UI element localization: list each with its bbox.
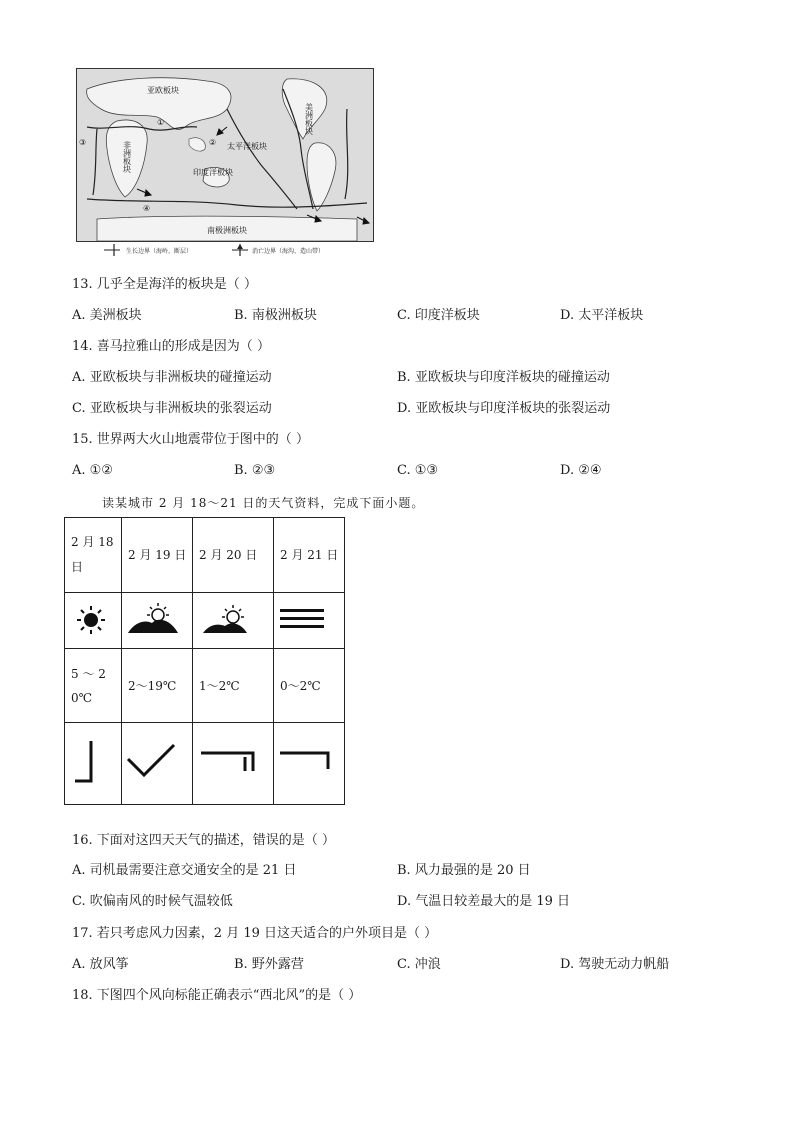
q14-option-a[interactable]: A. 亚欧板块与非洲板块的碰撞运动 [72, 370, 272, 385]
q18-stem: 18. 下图四个风向标能正确表示“西北风”的是（ ） [72, 988, 362, 1003]
weather-icon-cell [65, 593, 122, 649]
plate-map-drawing [77, 69, 373, 241]
temp-cell: 0～2℃ [274, 649, 345, 723]
q13-option-b[interactable]: B. 南极洲板块 [234, 308, 317, 323]
wind-icon-cell [65, 723, 122, 805]
label-america: 美洲板块 [304, 103, 314, 135]
temp-cell: 1～2℃ [193, 649, 274, 723]
q15-option-d[interactable]: D. ②④ [560, 463, 602, 478]
date-cell: 2 月 20 日 [193, 518, 274, 593]
q15-option-a[interactable]: A. ①② [72, 463, 113, 478]
circle-1: ① [157, 118, 165, 127]
q14-stem: 14. 喜马拉雅山的形成是因为（ ） [72, 339, 270, 354]
wind-vane-icon [122, 723, 186, 801]
temp-cell: 2～19℃ [122, 649, 193, 723]
label-antarctic: 南极洲板块 [207, 226, 247, 235]
q16-option-b[interactable]: B. 风力最强的是 20 日 [397, 863, 531, 878]
weather-intro: 读某城市 2 月 18～21 日的天气资料，完成下面小题。 [102, 496, 425, 510]
plate-map-figure [76, 68, 374, 263]
q15-option-c[interactable]: C. ①③ [397, 463, 439, 478]
q13-stem: 13. 几乎全是海洋的板块是（ ） [72, 277, 257, 292]
weather-icon-cell [193, 593, 274, 649]
plate-map [76, 68, 374, 242]
q16-option-c[interactable]: C. 吹偏南风的时候气温较低 [72, 894, 233, 909]
q17-stem: 17. 若只考虑风力因素，2 月 19 日这天适合的户外项目是（ ） [72, 926, 438, 941]
q13-option-a[interactable]: A. 美洲板块 [72, 308, 142, 323]
growth-boundary-icon [104, 244, 124, 256]
destroy-boundary-icon [230, 244, 250, 256]
date-cell: 2 月 19 日 [122, 518, 193, 593]
label-eurasia: 亚欧板块 [147, 86, 179, 95]
weather-icon-cell [274, 593, 345, 649]
sunny-cloud-icon [122, 593, 186, 645]
date-cell: 2 月 21 日 [274, 518, 345, 593]
weather-icon-cell [122, 593, 193, 649]
q16-option-a[interactable]: A. 司机最需要注意交通安全的是 21 日 [72, 863, 297, 878]
circle-2: ② [209, 138, 217, 147]
label-africa: 非洲板块 [122, 141, 132, 173]
q16-option-d[interactable]: D. 气温日较差最大的是 19 日 [397, 894, 571, 909]
q14-option-d[interactable]: D. 亚欧板块与印度洋板块的张裂运动 [397, 401, 611, 416]
q14-option-b[interactable]: B. 亚欧板块与印度洋板块的碰撞运动 [397, 370, 610, 385]
q17-option-a[interactable]: A. 放风筝 [72, 957, 129, 972]
wind-icon-cell [274, 723, 345, 805]
sunny-cloud-icon [193, 593, 267, 645]
q13-option-d[interactable]: D. 太平洋板块 [560, 308, 644, 323]
circle-4: ④ [143, 204, 151, 213]
q17-option-c[interactable]: C. 冲浪 [397, 957, 441, 972]
label-pacific: 太平洋板块 [227, 142, 267, 151]
temp-cell: 5 ～ 20℃ [65, 649, 122, 723]
wind-vane-icon [193, 723, 267, 801]
date-cell: 2 月 18 日 [65, 518, 122, 593]
q17-option-d[interactable]: D. 驾驶无动力帆船 [560, 957, 670, 972]
legend-destroy: 消亡边界（海沟、造山带） [252, 248, 325, 255]
wind-vane-icon [274, 723, 338, 801]
wind-icon-cell [193, 723, 274, 805]
q13-option-c[interactable]: C. 印度洋板块 [397, 308, 480, 323]
q15-stem: 15. 世界两大火山地震带位于图中的（ ） [72, 432, 309, 447]
q15-option-b[interactable]: B. ②③ [234, 463, 276, 478]
sun-icon [65, 593, 115, 645]
wind-icon-cell [122, 723, 193, 805]
weather-table [64, 517, 345, 805]
q14-option-c[interactable]: C. 亚欧板块与非洲板块的张裂运动 [72, 401, 272, 416]
q16-stem: 16. 下面对这四天天气的描述，错误的是（ ） [72, 833, 335, 848]
legend-growth: 生长边界（海岭、断层） [126, 248, 193, 255]
wind-vane-icon [65, 723, 115, 801]
fog-icon [274, 593, 338, 645]
q17-option-b[interactable]: B. 野外露营 [234, 957, 304, 972]
label-indo-ocean: 印度洋板块 [193, 168, 233, 177]
circle-3: ③ [79, 138, 87, 147]
